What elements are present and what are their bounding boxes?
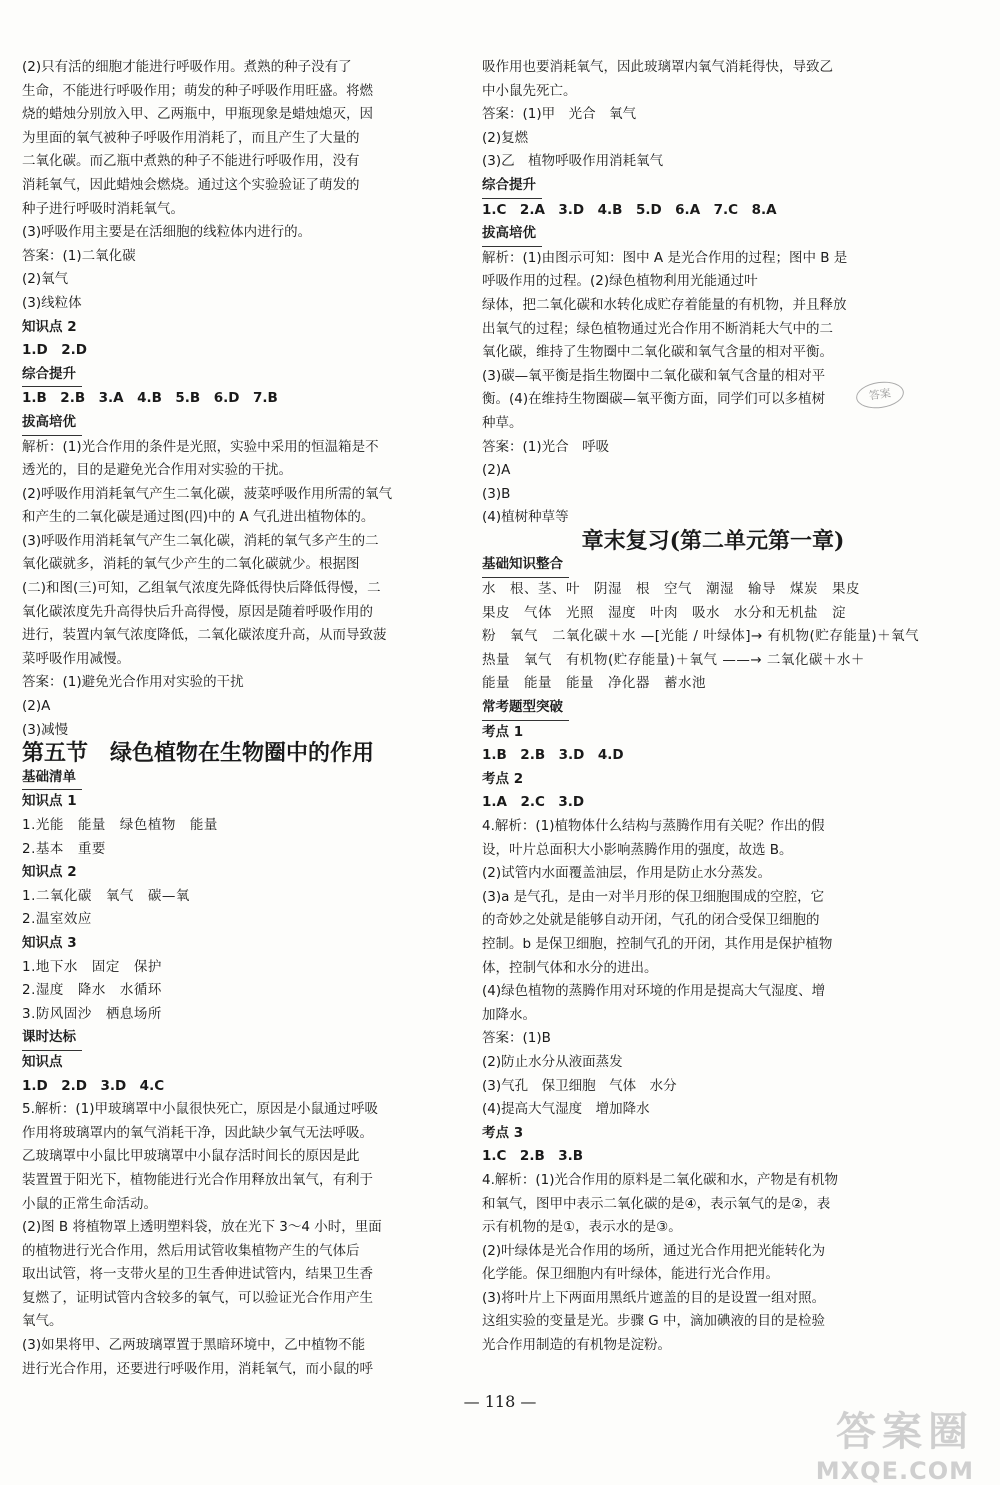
text-line: 作用将玻璃罩内的氧气消耗干净，因此缺少氧气无法呼吸。 bbox=[22, 1124, 373, 1141]
text-line: 控制。b 是保卫细胞，控制气孔的开闭，其作用是保护植物 bbox=[482, 935, 833, 952]
text-line: 进行光合作用，还要进行呼吸作用，消耗氧气，而小鼠的呼 bbox=[22, 1360, 373, 1377]
left-column bbox=[22, 56, 484, 1381]
text-line: (3)a 是气孔，是由一对半月形的保卫细胞围成的空腔，它 bbox=[482, 888, 825, 905]
text-line: (2)氧气 bbox=[22, 271, 69, 288]
text-line: 衡。(4)在维持生物圈碳—氧平衡方面，同学们可以多植树 bbox=[482, 391, 826, 408]
text-line: 体，控制气体和水分的进出。 bbox=[482, 959, 658, 976]
text-line: (二)和图(三)可知，乙组氧气浓度先降低得快后降低得慢，二 bbox=[22, 580, 381, 597]
section-heading: 章末复习(第二单元第一章) bbox=[581, 527, 845, 554]
answer-line: 1.C 2.B 3.B bbox=[482, 1148, 584, 1165]
text-line: (2)复燃 bbox=[482, 129, 529, 146]
text-line: 解析：(1)由图示可知：图中 A 是光合作用的过程；图中 B 是 bbox=[482, 249, 848, 266]
answer-line: 知识点 2 bbox=[22, 864, 77, 881]
answer-line: 1.B 2.B 3.A 4.B 5.B 6.D 7.B bbox=[22, 390, 278, 407]
section-tag: 常考题型突破 bbox=[482, 696, 569, 721]
text-line: 小鼠的正常生命活动。 bbox=[22, 1195, 157, 1212]
text-line: 4.解析：(1)植物体什么结构与蒸腾作用有关呢？作出的假 bbox=[482, 818, 825, 834]
text-line: 5.解析：(1)甲玻璃罩中小鼠很快死亡，原因是小鼠通过呼吸 bbox=[22, 1101, 379, 1118]
text-line: 的奇妙之处就是能够自动开闭，气孔的闭合受保卫细胞的 bbox=[482, 912, 820, 929]
text-line: 种子进行呼吸时消耗氧气。 bbox=[22, 200, 184, 217]
text-line: 和产生的二氧化碳是通过图(四)中的 A 气孔进出植物体的。 bbox=[22, 509, 375, 526]
text-line: 取出试管，将一支带火星的卫生香伸进试管内，结果卫生香 bbox=[22, 1266, 373, 1283]
text-line: (3)减慢 bbox=[22, 721, 69, 738]
answer-line: 1.D 2.D 3.D 4.C bbox=[22, 1077, 165, 1094]
stamp-mark: 答案 bbox=[854, 379, 905, 411]
answer-line: 知识点 1 bbox=[22, 793, 77, 810]
text-line: 菜呼吸作用减慢。 bbox=[22, 650, 130, 667]
text-line: 二氧化碳。而乙瓶中煮熟的种子不能进行呼吸作用，没有 bbox=[22, 153, 360, 170]
section-tag: 拔高培优 bbox=[482, 222, 542, 247]
watermark bbox=[816, 1400, 974, 1485]
text-line: 4.解析：(1)光合作用的原料是二氧化碳和水，产物是有机物 bbox=[482, 1171, 839, 1188]
text-line: 出氧气的过程；绿色植物通过光合作用不断消耗大气中的二 bbox=[482, 320, 833, 337]
answer-line: 1.B 2.B 3.D 4.D bbox=[482, 747, 624, 764]
answer-line: 考点 2 bbox=[482, 770, 524, 787]
text-line: (3)如果将甲、乙两玻璃罩置于黑暗环境中，乙中植物不能 bbox=[22, 1337, 366, 1354]
fill-answer-line: 热量 氧气 有机物(贮存能量)＋氧气 ——→ 二氧化碳＋水＋ bbox=[482, 651, 865, 668]
answer-label-line: 答案：(1)甲 光合 氧气 bbox=[482, 106, 637, 123]
section-tag: 拔高培优 bbox=[22, 411, 82, 436]
text-line: 氧化碳，维持了生物圈中二氧化碳和氧气含量的相对平衡。 bbox=[482, 344, 833, 361]
text-line: 氧化碳就多，消耗的氧气少产生的二氧化碳就少。根据图 bbox=[22, 556, 360, 573]
answer-label-line: 答案：(1)光合 呼吸 bbox=[482, 438, 610, 455]
fill-answer-line: 果皮 气体 光照 湿度 叶肉 吸水 水分和无机盐 淀 bbox=[482, 604, 846, 621]
text-line: 和氧气，图甲中表示二氧化碳的是④，表示氧气的是②，表 bbox=[482, 1195, 831, 1212]
text-line: 光合作用制造的有机物是淀粉。 bbox=[482, 1337, 671, 1354]
text-line: (2)只有活的细胞才能进行呼吸作用。煮熟的种子没有了 bbox=[22, 59, 352, 75]
answer-label-line: 答案：(1)避免光合作用对实验的干扰 bbox=[22, 674, 244, 691]
answer-line: 知识点 3 bbox=[22, 934, 77, 951]
text-line: (3)将叶片上下两面用黑纸片遮盖的目的是设置一组对照。 bbox=[482, 1289, 826, 1306]
text-line: 氧化碳浓度先升高得快后升高得慢，原因是随着呼吸作用的 bbox=[22, 603, 373, 620]
watermark-title: 答案圈 bbox=[836, 1409, 974, 1455]
section-tag: 综合提升 bbox=[22, 363, 82, 388]
answer-line: 1.D 2.D bbox=[22, 342, 87, 359]
section-heading: 第五节 绿色植物在生物圈中的作用 bbox=[22, 740, 375, 767]
watermark-url: MXQE.COM bbox=[815, 1457, 974, 1485]
answer-label-line: 答案：(1)二氧化碳 bbox=[22, 247, 136, 264]
text-line: 乙玻璃罩中小鼠比甲玻璃罩中小鼠存活时间长的原因是此 bbox=[22, 1148, 360, 1165]
fill-answer-line: 2.温室效应 bbox=[22, 911, 92, 928]
text-line: 透光的，目的是避免光合作用对实验的干扰。 bbox=[22, 462, 292, 479]
text-line: 化学能。保卫细胞内有叶绿体，能进行光合作用。 bbox=[482, 1266, 779, 1283]
right-column bbox=[482, 56, 944, 1358]
section-tag: 课时达标 bbox=[22, 1026, 82, 1051]
fill-answer-line: 2.湿度 降水 水循环 bbox=[22, 982, 162, 999]
section-tag: 基础知识整合 bbox=[482, 553, 569, 578]
text-line: 复燃了，证明试管内含较多的氧气，可以验证光合作用产生 bbox=[22, 1289, 373, 1306]
text-line: (2)A bbox=[22, 698, 51, 715]
text-line: (3)气孔 保卫细胞 气体 水分 bbox=[482, 1077, 677, 1094]
text-line: (2)叶绿体是光合作用的场所，通过光合作用把光能转化为 bbox=[482, 1242, 826, 1259]
text-line: 消耗氧气，因此蜡烛会燃烧。通过这个实验验证了萌发的 bbox=[22, 176, 360, 193]
text-line: 加降水。 bbox=[482, 1006, 536, 1023]
text-line: (2)防止水分从液面蒸发 bbox=[482, 1053, 623, 1070]
text-line: (4)提高大气湿度 增加降水 bbox=[482, 1101, 650, 1118]
text-line: (2)A bbox=[482, 462, 511, 479]
fill-answer-line: 1.地下水 固定 保护 bbox=[22, 958, 162, 975]
text-line: (3)线粒体 bbox=[22, 294, 82, 311]
text-line: 这组实验的变量是光。步骤 G 中，滴加碘液的目的是检验 bbox=[482, 1313, 826, 1330]
answer-line: 考点 3 bbox=[482, 1124, 524, 1141]
fill-answer-line: 2.基本 重要 bbox=[22, 840, 106, 857]
answer-line: 知识点 2 bbox=[22, 318, 77, 335]
page-number: — 118 — bbox=[463, 1392, 537, 1411]
text-line: (2)试管内水面覆盖油层，作用是防止水分蒸发。 bbox=[482, 865, 772, 882]
text-line: 进行，装置内氧气浓度降低，二氧化碳浓度升高，从而导致菠 bbox=[22, 627, 387, 644]
text-line: (4)绿色植物的蒸腾作用对环境的作用是提高大气湿度、增 bbox=[482, 983, 826, 1000]
text-line: 吸作用也要消耗氧气，因此玻璃罩内氧气消耗得快，导致乙 bbox=[482, 59, 833, 75]
text-line: 为里面的氧气被种子呼吸作用消耗了，而且产生了大量的 bbox=[22, 129, 360, 146]
fill-answer-line: 3.防风固沙 栖息场所 bbox=[22, 1005, 162, 1022]
text-line: 生命，不能进行呼吸作用；萌发的种子呼吸作用旺盛。将燃 bbox=[22, 82, 373, 99]
text-line: 设，叶片总面积大小影响蒸腾作用的强度，故选 B。 bbox=[482, 841, 793, 858]
text-line: 烧的蜡烛分别放入甲、乙两瓶中，甲瓶现象是蜡烛熄灭，因 bbox=[22, 106, 373, 123]
text-line: 呼吸作用的过程。(2)绿色植物利用光能通过叶 bbox=[482, 273, 758, 290]
fill-answer-line: 1.二氧化碳 氧气 碳—氧 bbox=[22, 887, 190, 904]
text-line: (3)碳—氧平衡是指生物圈中二氧化碳和氧气含量的相对平 bbox=[482, 367, 826, 384]
answer-line: 考点 1 bbox=[482, 723, 524, 740]
fill-answer-line: 粉 氧气 二氧化碳＋水 —[光能 / 叶绿体]→ 有机物(贮存能量)＋氧气 bbox=[482, 628, 920, 645]
answer-label-line: 答案：(1)B bbox=[482, 1030, 551, 1047]
text-line: 氧气。 bbox=[22, 1313, 63, 1330]
answer-line: 知识点 bbox=[22, 1053, 63, 1070]
text-line: (3)B bbox=[482, 485, 511, 502]
fill-answer-line: 1.光能 能量 绿色植物 能量 bbox=[22, 817, 218, 833]
text-line: (2)呼吸作用消耗氧气产生二氧化碳，菠菜呼吸作用所需的氧气 bbox=[22, 485, 393, 502]
text-line: (2)图 B 将植物罩上透明塑料袋，放在光下 3～4 小时，里面 bbox=[22, 1219, 382, 1236]
text-line: 解析：(1)光合作用的条件是光照，实验中采用的恒温箱是不 bbox=[22, 438, 379, 455]
section-tag: 综合提升 bbox=[482, 174, 542, 199]
text-line: (3)乙 植物呼吸作用消耗氧气 bbox=[482, 153, 664, 170]
text-line: 示有机物的是①，表示水的是③。 bbox=[482, 1219, 682, 1236]
text-line: 的植物进行光合作用，然后用试管收集植物产生的气体后 bbox=[22, 1242, 360, 1259]
text-line: (3)呼吸作用消耗氧气产生二氧化碳，消耗的氧气多产生的二 bbox=[22, 532, 379, 549]
text-line: 绿体，把二氧化碳和水转化成贮存着能量的有机物，并且释放 bbox=[482, 296, 847, 313]
text-line: 种草。 bbox=[482, 414, 523, 431]
text-line: (4)植树种草等 bbox=[482, 509, 569, 526]
fill-answer-line: 能量 能量 能量 净化器 蓄水池 bbox=[482, 675, 706, 692]
section-tag: 基础清单 bbox=[22, 766, 82, 791]
text-line: 装置置于阳光下，植物能进行光合作用释放出氧气，有利于 bbox=[22, 1171, 373, 1188]
answer-line: 1.C 2.A 3.D 4.B 5.D 6.A 7.C 8.A bbox=[482, 201, 777, 218]
answer-line: 1.A 2.C 3.D bbox=[482, 794, 585, 811]
text-line: 中小鼠先死亡。 bbox=[482, 82, 577, 99]
fill-answer-line: 水 根、茎、叶 阴湿 根 空气 潮湿 输导 煤炭 果皮 bbox=[482, 581, 860, 598]
text-line: (3)呼吸作用主要是在活细胞的线粒体内进行的。 bbox=[22, 224, 312, 241]
